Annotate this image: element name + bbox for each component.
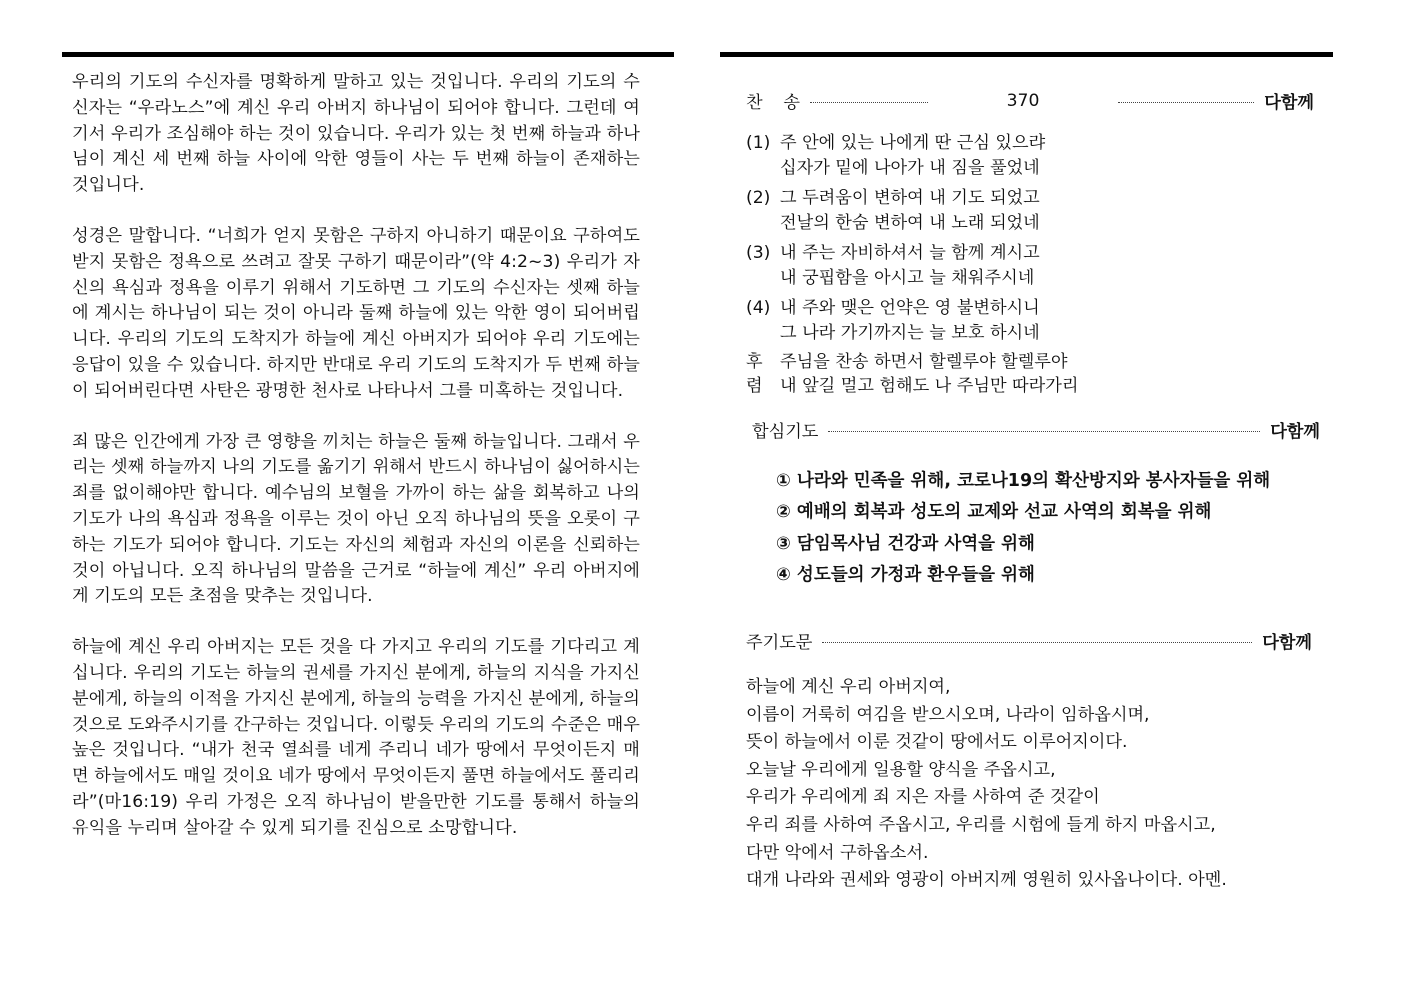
- right-top-rule: [720, 52, 1333, 57]
- lords-prayer-line: 이름이 거룩히 여김을 받으시오며, 나라이 임하옵시며,: [746, 704, 1150, 725]
- sermon-text: [72, 70, 640, 867]
- prayer-item: ② 예배의 회복과 성도의 교제와 선교 사역의 회복을 위해: [776, 502, 1212, 523]
- verse-number: (2): [746, 188, 771, 208]
- lords-prayer-participants: 다함께: [1262, 633, 1312, 653]
- hymn-verse: [746, 241, 1045, 290]
- verse-line: 그 두려움이 변하여 내 기도 되었고: [780, 188, 1040, 208]
- lords-prayer-line: 우리 죄를 사하여 주옵시고, 우리를 시험에 들게 하지 마옵시고,: [746, 814, 1216, 835]
- leader-dots: [1118, 102, 1254, 103]
- verse-number: (1): [746, 133, 771, 153]
- prayer-label: 합심기도: [752, 422, 819, 442]
- hymn-number: 370: [1006, 90, 1040, 111]
- lords-prayer-line: 우리가 우리에게 죄 지은 자를 사하여 준 것같이: [746, 787, 1100, 808]
- sermon-paragraph: 하늘에 계신 우리 아버지는 모든 것을 다 가지고 우리의 기도를 기다리고 계십니다. 우리의 기도는 하늘의 권세를 가지신 분에게, 하늘의 지식을 가지신 분에게, 하늘의 이적을 가지신 분에게, 하늘의 능력을 가지신 분에게, 하늘의 것으로 도와주시기를 간구하는 것입니다. 이렇듯 우리의 기도의 수준은 매우 높은 것입니다. “내가 천국 열쇠를 네게 주리니 네가 땅에서 무엇이든지 매면 하늘에서도 매일 것이요 네가 땅에서 무엇이든지 풀면 하늘에서도 풀리리라”(마16:19) 우리 가정은 오직 하나님이 받을만한 기도를 통해서 하늘의 유익을 누리며 살아갈 수 있게 되기를 진심으로 소망합니다.: [72, 637, 640, 838]
- hymn-header: [746, 88, 1314, 113]
- lords-prayer-label: 주기도문: [746, 633, 813, 653]
- leader-dots: [828, 431, 1260, 432]
- prayer-item: ① 나라와 민족을 위해, 코로나19의 확산방지와 봉사자들을 위해: [776, 471, 1271, 491]
- verse-line: 십자가 밑에 나아가 내 짐을 풀었네: [780, 157, 1040, 178]
- verse-line: 내 주와 맺은 언약은 영 불변하시니: [780, 298, 1040, 318]
- prayer-item: ④ 성도들의 가정과 환우들을 위해: [776, 564, 1035, 585]
- lords-prayer-line: 오늘날 우리에게 일용할 양식을 주옵시고,: [746, 759, 1056, 780]
- hymn-verse: [746, 131, 1045, 180]
- verse-line: 내 궁핍함을 아시고 늘 채워주시네: [780, 267, 1035, 288]
- hymn-label-a: 찬: [746, 93, 763, 113]
- refrain-line: 내 앞길 멀고 험해도 나 주님만 따라가리: [780, 375, 1079, 396]
- hymn-label-b: 송: [783, 93, 800, 113]
- hymn-verses: [746, 131, 1045, 351]
- verse-line: 전날의 한숨 변하여 내 노래 되었네: [780, 212, 1040, 233]
- verse-line: 그 나라 가기까지는 늘 보호 하시네: [780, 322, 1040, 343]
- lords-prayer-header: [746, 628, 1312, 653]
- verse-line: 내 주는 자비하셔서 늘 함께 계시고: [780, 243, 1040, 263]
- left-top-rule: [62, 52, 674, 57]
- lords-prayer-line: 뜻이 하늘에서 이룬 것같이 땅에서도 이루어지이다.: [746, 732, 1128, 753]
- lords-prayer-line: 대개 나라와 권세와 영광이 아버지께 영원히 있사옵나이다. 아멘.: [746, 870, 1227, 891]
- sermon-paragraph: 성경은 말합니다. “너희가 얻지 못함은 구하지 아니하기 때문이요 구하여도 받지 못함은 정욕으로 쓰려고 잘못 구하기 때문이라”(약 4:2~3) 우리가 자신의 욕심과 정욕을 이루기 위해서 기도하면 그 기도의 수신자는 셋째 하늘에 계시는 하나님이 되는 것이 아니라 둘째 하늘에 있는 악한 영이 되어버립니다. 우리의 기도의 도착지가 하늘에 계신 아버지가 되어야 우리 기도에는 응답이 있을 수 있습니다. 하지만 반대로 우리 기도의 도착지가 두 번째 하늘이 되어버린다면 사탄은 광명한 천사로 나타나서 그를 미혹하는 것입니다.: [72, 225, 640, 401]
- verse-number: (4): [746, 298, 771, 318]
- hymn-verse: [746, 296, 1045, 345]
- refrain-label: 후: [746, 352, 763, 372]
- sermon-paragraph: 우리의 기도의 수신자를 명확하게 말하고 있는 것입니다. 우리의 기도의 수신자는 “우라노스”에 계신 우리 아버지 하나님이 되어야 합니다. 그런데 여기서 우리가 조심해야 하는 것이 있습니다. 우리가 있는 첫 번째 하늘과 하나님이 계신 세 번째 하늘 사이에 악한 영들이 사는 두 번째 하늘이 존재하는 것입니다.: [72, 72, 640, 196]
- refrain-label: 렴: [746, 375, 763, 396]
- sermon-paragraph: 죄 많은 인간에게 가장 큰 영향을 끼치는 하늘은 둘째 하늘입니다. 그래서 우리는 셋째 하늘까지 나의 기도를 옮기기 위해서 반드시 하나님이 싫어하시는 죄를 없이해야만 합니다. 예수님의 보혈을 가까이 하는 삶을 회복하고 나의 기도가 나의 욕심과 정욕을 이루는 것이 아닌 오직 하나님의 뜻을 오롯이 구하는 기도가 되어야 합니다. 기도는 자신의 체험과 자신의 이론을 신뢰하는 것이 아닙니다. 오직 하나님의 말씀을 근거로 “하늘에 계신” 우리 아버지에게 기도의 모든 초점을 맞추는 것입니다.: [72, 431, 640, 607]
- verse-line: 주 안에 있는 나에게 딴 근심 있으랴: [780, 133, 1046, 153]
- prayer-item: ③ 담임목사님 건강과 사역을 위해: [776, 533, 1035, 554]
- prayer-list: [776, 466, 1270, 591]
- leader-dots: [822, 642, 1252, 643]
- lords-prayer-line: 다만 악에서 구하옵소서.: [746, 842, 929, 863]
- hymn-verse: [746, 186, 1045, 235]
- lords-prayer-text: [746, 674, 1227, 895]
- prayer-header: [752, 417, 1320, 442]
- prayer-participants: 다함께: [1270, 422, 1320, 442]
- verse-number: (3): [746, 243, 771, 263]
- hymn-refrain: [746, 351, 1078, 398]
- lords-prayer-line: 하늘에 계신 우리 아버지여,: [746, 677, 951, 697]
- refrain-line: 주님을 찬송 하면서 할렐루야 할렐루야: [780, 352, 1068, 372]
- leader-dots: [810, 102, 928, 103]
- hymn-participants: 다함께: [1264, 93, 1314, 113]
